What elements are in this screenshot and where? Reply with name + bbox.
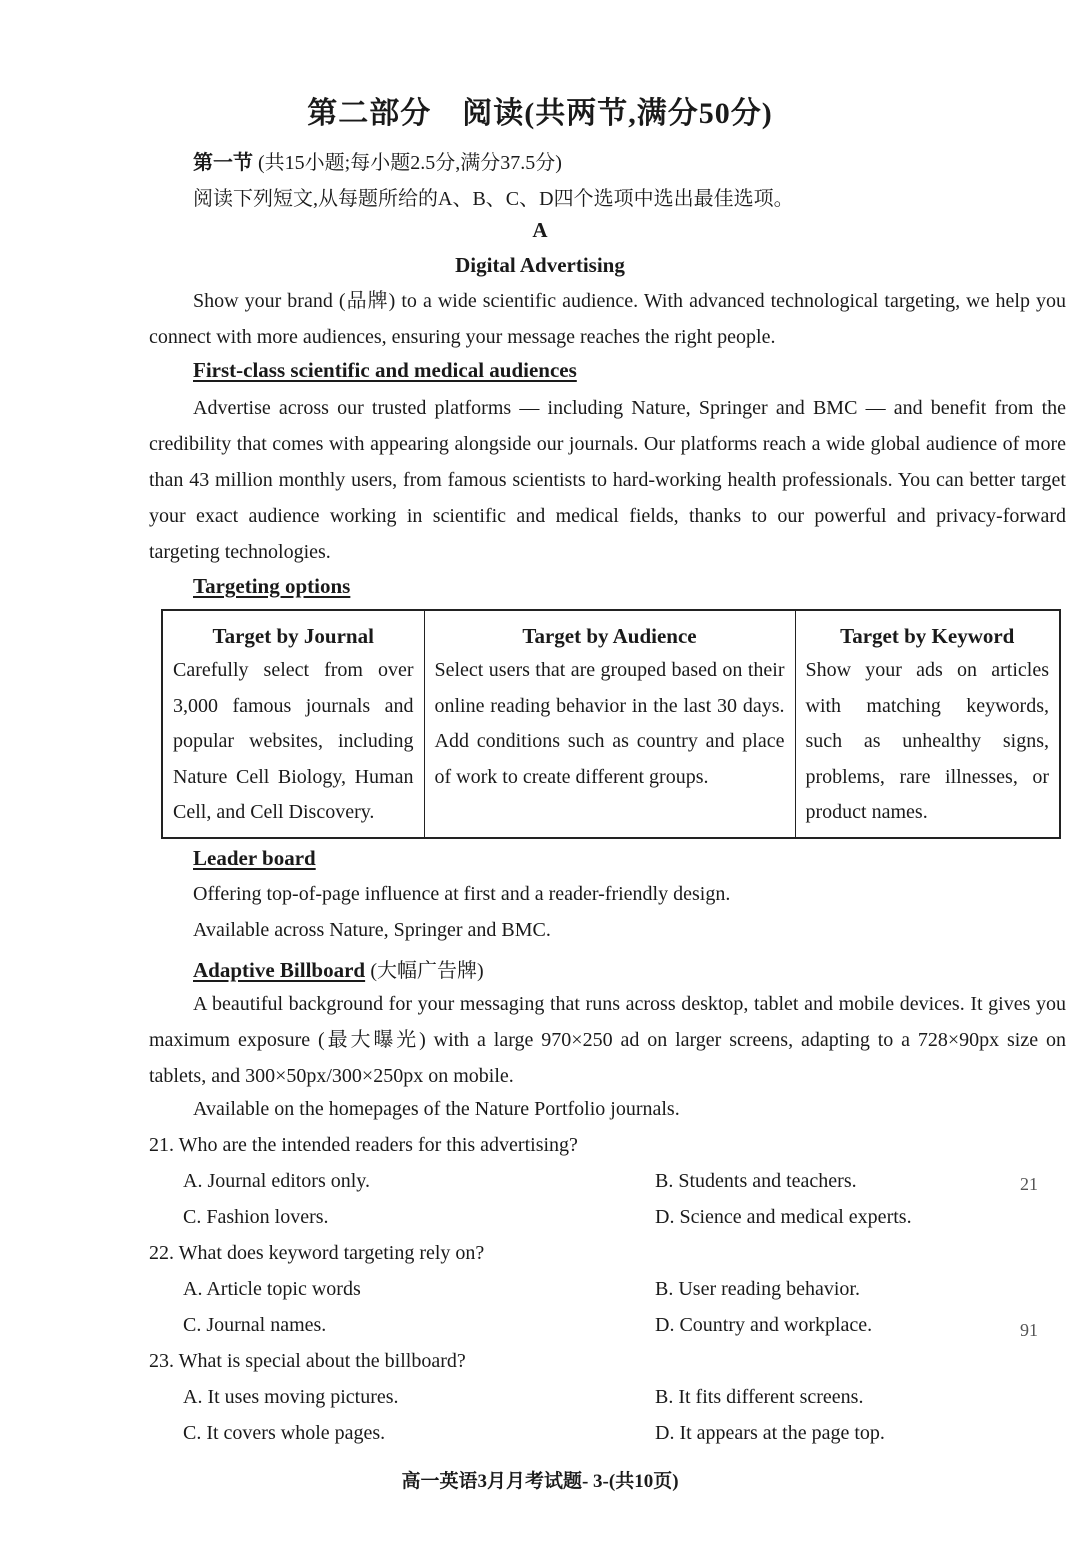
q23-option-a: A. It uses moving pictures.: [183, 1386, 399, 1408]
audiences-paragraph: [149, 390, 1066, 570]
heading-billboard-line: [193, 954, 484, 983]
q21-option-a: A. Journal editors only.: [183, 1170, 371, 1192]
intro-text: Show your brand (品牌) to a wide scientific audience. With advanced technological targeting, we help you connect with more audiences, ensuring your message reaches the right people.: [149, 290, 1066, 348]
q22-option-a: A. Article topic words: [183, 1278, 361, 1300]
journal-text: Carefully select from over 3,000 famous journals and popular websites, including Nature Cell Biology, Human Cell, and Cell Discovery.: [173, 659, 414, 823]
q22-option-d: D. Country and workplace.: [655, 1314, 873, 1336]
part-title: 第二部分 阅读(共两节,满分50分): [307, 97, 773, 130]
leader-board-line-1: Offering top-of-page influence at first and a reader-friendly design.: [193, 883, 731, 905]
heading-targeting: Targeting options: [193, 574, 351, 598]
audience-cell: [424, 610, 795, 838]
audiences-text: Advertise across our trusted platforms — including Nature, Springer and BMC — and benefit from the credibility that comes with appearing alongside our journals. Our platforms reach a wide global audience of more than 43 million monthly users, from famous scientists to hard-working health professionals. You can better target your exact audience working in scientific and medical fields, thanks to our powerful and privacy-forward targeting technologies.: [149, 397, 1066, 563]
section-note: (共15小题;每小题2.5分,满分37.5分): [258, 152, 562, 174]
targeting-table: [161, 609, 1061, 839]
margin-mark-2: 91: [1020, 1320, 1038, 1340]
q21-option-b: B. Students and teachers.: [655, 1170, 857, 1192]
section-label: 第一节: [193, 152, 253, 174]
q21-option-d: D. Science and medical experts.: [655, 1206, 912, 1228]
q23-option-b: B. It fits different screens.: [655, 1386, 864, 1408]
q23-option-d: D. It appears at the page top.: [655, 1422, 885, 1444]
intro-paragraph: [149, 283, 1066, 355]
margin-mark-1: 21: [1020, 1174, 1038, 1194]
passage-letter: A: [532, 218, 548, 242]
journal-head: Target by Journal: [212, 624, 374, 648]
q22-option-c: C. Journal names.: [183, 1314, 327, 1336]
question-22: 22. What does keyword targeting rely on?: [149, 1242, 485, 1264]
billboard-note: (大幅广告牌): [370, 960, 484, 982]
billboard-availability: Available on the homepages of the Nature Portfolio journals.: [193, 1098, 680, 1120]
billboard-text: A beautiful background for your messaging that runs across desktop, tablet and mobile devices. It gives you maximum exposure (最大曝光) with a large 970×250 ad on larger screens, adapting to a 728×90px size on tablets, and 300×50px/300×250px on mobile.: [149, 993, 1066, 1087]
keyword-head: Target by Keyword: [840, 624, 1015, 648]
q21-option-c: C. Fashion lovers.: [183, 1206, 329, 1228]
section-heading: [193, 146, 562, 175]
leader-board-line-2: Available across Nature, Springer and BMC.: [193, 919, 551, 941]
audience-head: Target by Audience: [522, 624, 697, 648]
q23-option-c: C. It covers whole pages.: [183, 1422, 386, 1444]
passage-title: Digital Advertising: [455, 253, 625, 277]
page-footer: 高一英语3月月考试题- 3-(共10页): [401, 1471, 679, 1492]
q22-option-b: B. User reading behavior.: [655, 1278, 860, 1300]
question-23: 23. What is special about the billboard?: [149, 1350, 466, 1372]
instruction: 阅读下列短文,从每题所给的A、B、C、D四个选项中选出最佳选项。: [193, 188, 794, 210]
keyword-text: Show your ads on articles with matching keywords, such as unhealthy signs, problems, rare illnesses, or product names.: [805, 659, 1049, 823]
heading-billboard: Adaptive Billboard: [193, 958, 366, 982]
question-21: 21. Who are the intended readers for this advertising?: [149, 1134, 578, 1156]
audience-text: Select users that are grouped based on their online reading behavior in the last 30 days. Add conditions such as country and place of work to create different groups.: [434, 659, 785, 788]
billboard-paragraph: [149, 986, 1066, 1094]
keyword-cell: [795, 610, 1060, 838]
heading-leader-board: Leader board: [193, 846, 316, 870]
journal-cell: [162, 610, 424, 838]
heading-audiences: First-class scientific and medical audiences: [193, 358, 577, 382]
